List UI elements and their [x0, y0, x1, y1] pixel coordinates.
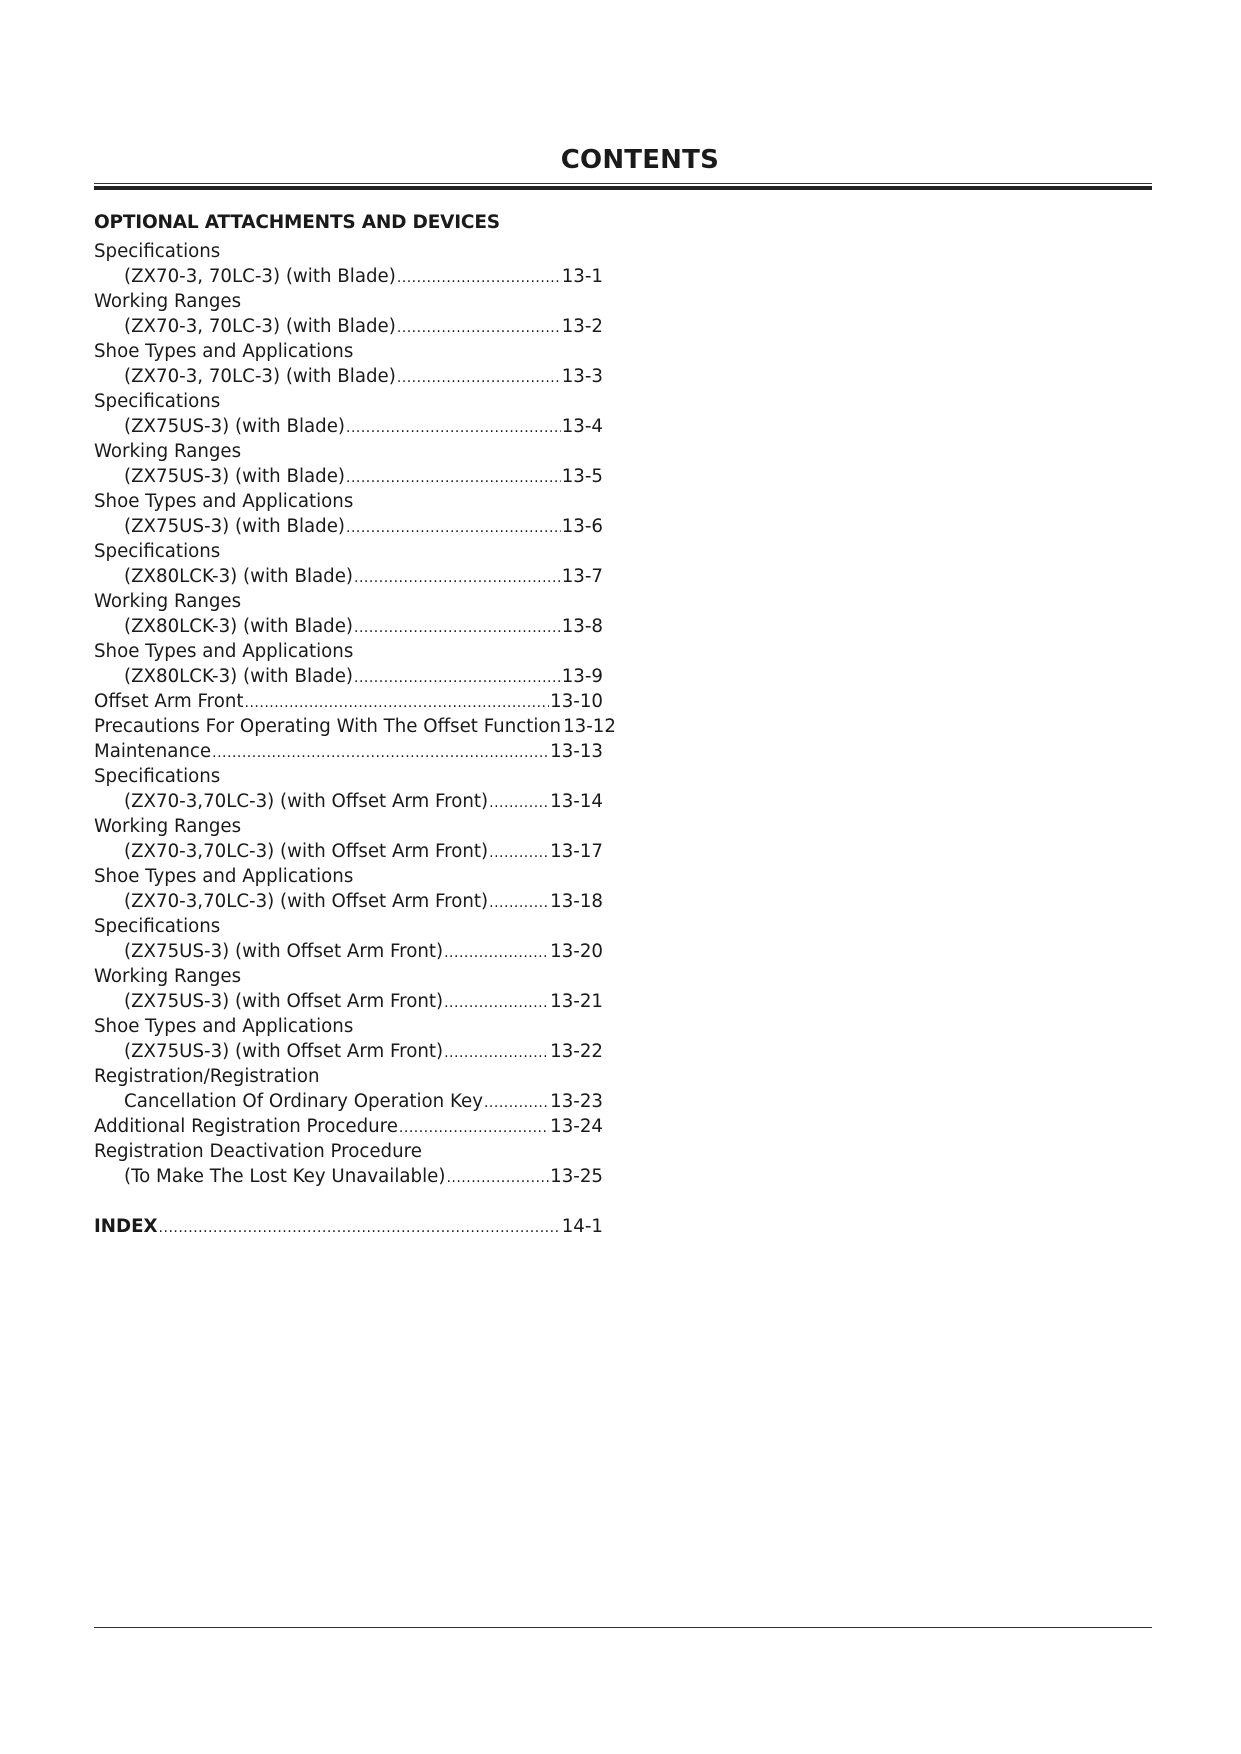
section-heading: OPTIONAL ATTACHMENTS AND DEVICES [94, 212, 500, 233]
toc-group-heading: Specifications [94, 541, 221, 562]
toc-entry-label: (ZX75US-3) (with Blade) [124, 466, 345, 487]
dot-leader [212, 741, 549, 766]
toc-entry-page: 13-12 [563, 716, 616, 737]
dot-leader [397, 266, 561, 291]
toc-group-heading: Specifications [94, 241, 221, 262]
dot-leader [354, 616, 561, 641]
toc-entry[interactable] [94, 739, 603, 764]
toc-entry-label: Offset Arm Front [94, 691, 244, 712]
toc-entry-page: 13-23 [550, 1091, 603, 1112]
toc-entry-page: 13-9 [561, 666, 603, 687]
table-of-contents [94, 209, 616, 1239]
toc-entry-label: Cancellation Of Ordinary Operation Key [124, 1091, 483, 1112]
dot-leader [444, 941, 549, 966]
toc-entry[interactable] [94, 939, 603, 964]
toc-entry[interactable] [94, 889, 603, 914]
toc-entry-label: Additional Registration Procedure [94, 1116, 398, 1137]
dot-leader [346, 466, 561, 491]
header-rule-thick [94, 186, 1152, 190]
dot-leader [346, 516, 561, 541]
dot-leader [159, 1216, 561, 1241]
toc-entry-label: (ZX80LCK-3) (with Blade) [124, 566, 353, 587]
toc-entry-page: 13-17 [550, 841, 603, 862]
toc-entry[interactable] [94, 989, 603, 1014]
toc-entry-label: (ZX70-3,70LC-3) (with Offset Arm Front) [124, 791, 489, 812]
toc-entry[interactable] [94, 264, 603, 289]
page-title: CONTENTS [560, 145, 719, 175]
toc-entry-label: Maintenance [94, 741, 212, 762]
toc-entry-page: 13-8 [561, 616, 603, 637]
toc-group-heading: Shoe Types and Applications [94, 866, 354, 887]
toc-entry-page: 13-7 [561, 566, 603, 587]
toc-entry[interactable] [94, 514, 603, 539]
toc-entry-page: 13-20 [550, 941, 603, 962]
toc-entry-page: 13-2 [561, 316, 603, 337]
dot-leader [346, 416, 561, 441]
toc-group-heading: Working Ranges [94, 441, 242, 462]
dot-leader [446, 1166, 549, 1191]
toc-entry-label: (ZX75US-3) (with Offset Arm Front) [124, 941, 444, 962]
toc-entry-page: 13-1 [561, 266, 603, 287]
toc-group-heading: Shoe Types and Applications [94, 1016, 354, 1037]
toc-entry-page: 13-13 [550, 741, 603, 762]
toc-entry[interactable] [94, 689, 603, 714]
toc-group-heading: Working Ranges [94, 966, 242, 987]
dot-leader [397, 316, 561, 341]
toc-index-page: 14-1 [561, 1216, 603, 1237]
toc-entry-page: 13-14 [550, 791, 603, 812]
toc-entry-page: 13-25 [550, 1166, 603, 1187]
toc-entry[interactable] [94, 1114, 603, 1139]
toc-entry[interactable] [94, 1089, 603, 1114]
toc-index-label: INDEX [94, 1216, 158, 1237]
toc-entry-label: (ZX70-3,70LC-3) (with Offset Arm Front) [124, 891, 489, 912]
toc-entry[interactable] [94, 1164, 603, 1189]
dot-leader [354, 566, 561, 591]
toc-entry-page: 13-24 [550, 1116, 603, 1137]
toc-entry[interactable] [94, 614, 603, 639]
dot-leader [489, 891, 549, 916]
toc-entry-label: (ZX70-3, 70LC-3) (with Blade) [124, 366, 396, 387]
toc-entry-label: (ZX70-3, 70LC-3) (with Blade) [124, 316, 396, 337]
toc-group-heading: Specifications [94, 391, 221, 412]
toc-entry[interactable] [94, 564, 603, 589]
toc-entry-label: (ZX70-3, 70LC-3) (with Blade) [124, 266, 396, 287]
toc-entry-page: 13-18 [550, 891, 603, 912]
toc-entry-page: 13-22 [550, 1041, 603, 1062]
toc-entry[interactable] [94, 414, 603, 439]
dot-leader [354, 666, 561, 691]
toc-entry-page: 13-21 [550, 991, 603, 1012]
toc-entry-page: 13-6 [561, 516, 603, 537]
toc-entry-page: 13-3 [561, 366, 603, 387]
toc-entry-label: (ZX80LCK-3) (with Blade) [124, 666, 353, 687]
toc-group-heading: Registration/Registration [94, 1066, 320, 1087]
dot-leader [399, 1116, 549, 1141]
toc-entry-label: (ZX75US-3) (with Offset Arm Front) [124, 991, 444, 1012]
toc-entry[interactable] [94, 714, 616, 739]
toc-entry-label: (To Make The Lost Key Unavailable) [124, 1166, 446, 1187]
footer-rule [94, 1627, 1152, 1628]
toc-group-heading: Working Ranges [94, 591, 242, 612]
toc-entry-label: (ZX75US-3) (with Offset Arm Front) [124, 1041, 444, 1062]
toc-entry[interactable] [94, 664, 603, 689]
toc-entry[interactable] [94, 314, 603, 339]
toc-group-heading: Shoe Types and Applications [94, 641, 354, 662]
dot-leader [489, 841, 549, 866]
toc-index-entry[interactable] [94, 1214, 603, 1239]
dot-leader [444, 1041, 549, 1066]
toc-entry-label: (ZX75US-3) (with Blade) [124, 416, 345, 437]
toc-group-heading: Specifications [94, 916, 221, 937]
toc-group-heading: Shoe Types and Applications [94, 341, 354, 362]
toc-entry[interactable] [94, 464, 603, 489]
toc-group-heading: Working Ranges [94, 816, 242, 837]
toc-group-heading: Working Ranges [94, 291, 242, 312]
toc-group-heading: Shoe Types and Applications [94, 491, 354, 512]
dot-leader [397, 366, 561, 391]
toc-entry-page: 13-4 [561, 416, 603, 437]
dot-leader [484, 1091, 549, 1116]
header-rule-thin [94, 183, 1152, 184]
dot-leader [489, 791, 549, 816]
dot-leader [245, 691, 550, 716]
toc-entry[interactable] [94, 364, 603, 389]
toc-entry-label: (ZX75US-3) (with Blade) [124, 516, 345, 537]
toc-entry[interactable] [94, 839, 603, 864]
toc-entry-label: (ZX80LCK-3) (with Blade) [124, 616, 353, 637]
dot-leader [444, 991, 549, 1016]
toc-entries [94, 239, 616, 1189]
toc-entry-label: (ZX70-3,70LC-3) (with Offset Arm Front) [124, 841, 489, 862]
toc-entry-label: Precautions For Operating With The Offset Function [94, 716, 562, 737]
toc-group-heading: Registration Deactivation Procedure [94, 1141, 422, 1162]
toc-entry-page: 13-10 [550, 691, 603, 712]
toc-group-heading: Specifications [94, 766, 221, 787]
toc-entry[interactable] [94, 789, 603, 814]
toc-entry-page: 13-5 [561, 466, 603, 487]
toc-entry[interactable] [94, 1039, 603, 1064]
